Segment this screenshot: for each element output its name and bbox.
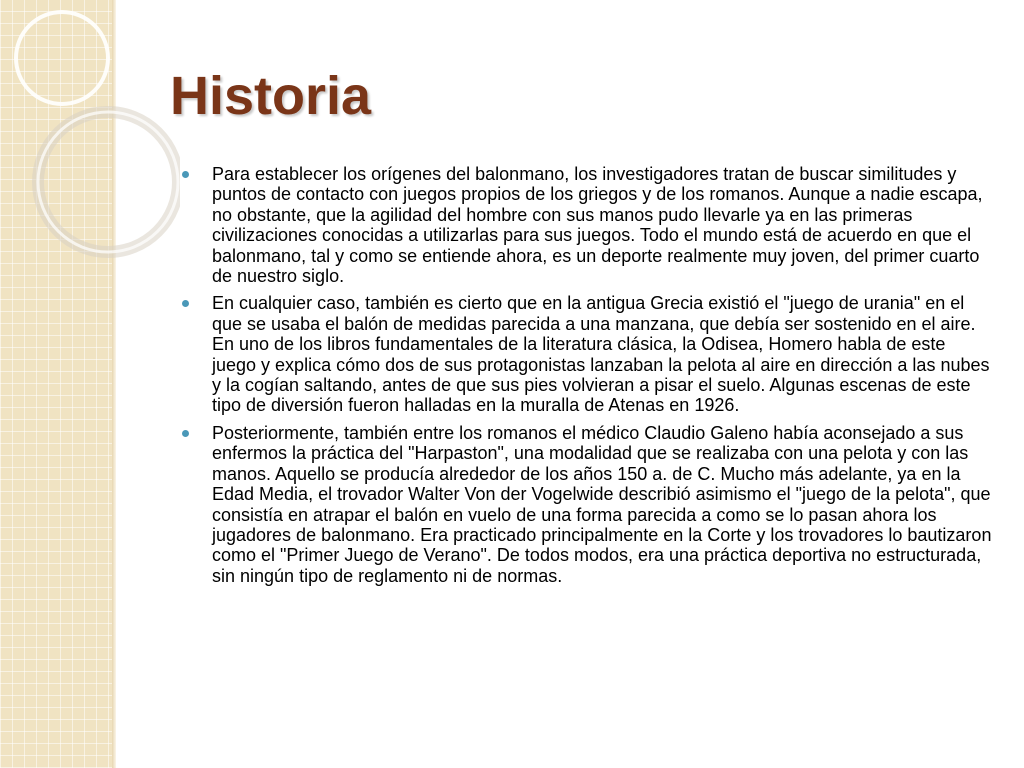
bullet-list: [182, 164, 994, 593]
slide-title: Historia: [170, 66, 372, 126]
bullet-item: [182, 423, 994, 586]
bullet-item: [182, 164, 994, 286]
bullet-text: Posteriormente, también entre los romanos el médico Claudio Galeno había aconsejado a sus enfermos la práctica del "Harpaston", una modalidad que se realizaba con una pelota y con las manos. Aquello se producía alrededor de los años 150 a. de C. Mucho más adelante, ya en la Edad Media, el trovador Walter Von der Vogelwide describió asimismo el "juego de la pelota", que consistía en atrapar el balón en vuelo de una forma parecida a como se lo pasan ahora los jugadores de balonmano. Era practicado principalmente en la Corte y los trovadores lo bautizaron como el "Primer Juego de Verano". De todos modos, era una práctica deportiva no estructurada, sin ningún tipo de reglamento ni de normas.: [212, 422, 992, 586]
bullet-item: [182, 293, 994, 415]
decorative-ring-top: [16, 12, 108, 104]
bullet-dot-icon: [182, 171, 189, 178]
decorative-rings: [0, 0, 180, 320]
bullet-text: Para establecer los orígenes del balonmano, los investigadores tratan de buscar similitudes y puntos de contacto con juegos propios de los griegos y de los romanos. Aunque a nadie escapa, no obstante, que la agilidad del hombre con sus manos pudo llevarle ya en las primeras civilizaciones conocidas a utilizarlas para sus juegos. Todo el mundo está de acuerdo en que el balonmano, tal y como se entiende ahora, es un deporte realmente muy joven, del primer cuarto de nuestro siglo.: [212, 164, 983, 287]
bullet-text: En cualquier caso, también es cierto que en la antigua Grecia existió el "juego de urania" en el que se usaba el balón de medidas parecida a una manzana, que debía ser sostenido en el aire. En uno de los libros fundamentales de la literatura clásica, la Odisea, Homero habla de este juego y explica cómo dos de sus protagonistas lanzaban la pelota al aire en dirección a las nubes y la cogían saltando, antes de que sus pies volvieran a pisar el suelo. Algunas escenas de este tipo de diversión fueron halladas en la muralla de Atenas en 1926.: [212, 293, 990, 416]
bullet-dot-icon: [182, 430, 189, 437]
bullet-dot-icon: [182, 300, 189, 307]
decorative-ring-bottom-highlight: [38, 112, 178, 252]
